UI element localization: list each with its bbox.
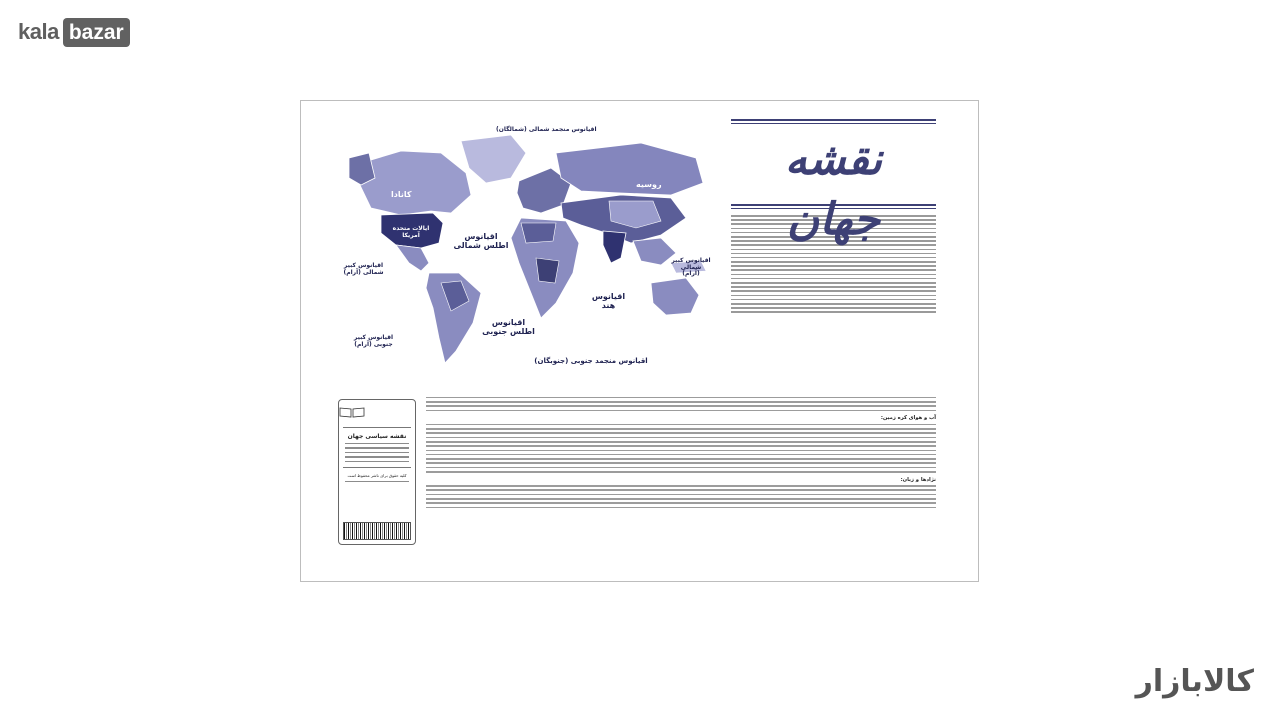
title-rule-top — [731, 119, 936, 121]
pacific-south-label: اقیانوس کبیر جنوبی (آرام) — [353, 334, 394, 348]
pacific-west-label: اقیانوس کبیر شمالی (آرام) — [671, 257, 711, 278]
barcode — [343, 522, 411, 540]
world-map — [341, 123, 711, 381]
product-image — [300, 100, 979, 582]
southern-ocean-label: اقیانوس منجمد جنوبی (جنوبگان) — [534, 357, 648, 365]
arctic-ocean-label: اقیانوس منجمد شمالی (شمالگان) — [496, 126, 597, 133]
world-map-graphic — [341, 123, 711, 381]
body-text — [426, 394, 936, 511]
logo-kala-text: kala — [18, 19, 59, 44]
kalabazar-fa-logo: کالابازار — [1135, 664, 1254, 699]
product-name: نقشه سیاسی جهان — [347, 433, 407, 440]
usa-label: ایالات متحده آمریکا — [392, 225, 430, 239]
canada-label: کانادا — [391, 190, 412, 199]
russia-label: روسیه — [636, 180, 662, 189]
open-book-icon — [339, 406, 365, 418]
section-heading-races: نژادها و زبان: — [900, 476, 936, 483]
copyright-note: کلیه حقوق برای ناشر محفوظ است — [347, 472, 407, 478]
publisher-info-box — [338, 399, 416, 545]
logo-bazar-text: bazar — [63, 18, 130, 47]
map-title-column — [731, 119, 936, 316]
north-atlantic-label: اقیانوس اطلس شمالی — [453, 232, 509, 250]
indian-ocean-label: اقیانوس هند — [591, 292, 626, 310]
map-title: نقشه جهان — [784, 134, 883, 245]
title-rule-top-thin — [731, 123, 936, 124]
pacific-east-label: اقیانوس کبیر شمالی (آرام) — [343, 262, 384, 276]
south-atlantic-label: اقیانوس اطلس جنوبی — [482, 318, 535, 336]
kalabazar-logo[interactable] — [18, 17, 130, 47]
section-heading-climate: آب و هوای کره زمین: — [880, 415, 936, 422]
